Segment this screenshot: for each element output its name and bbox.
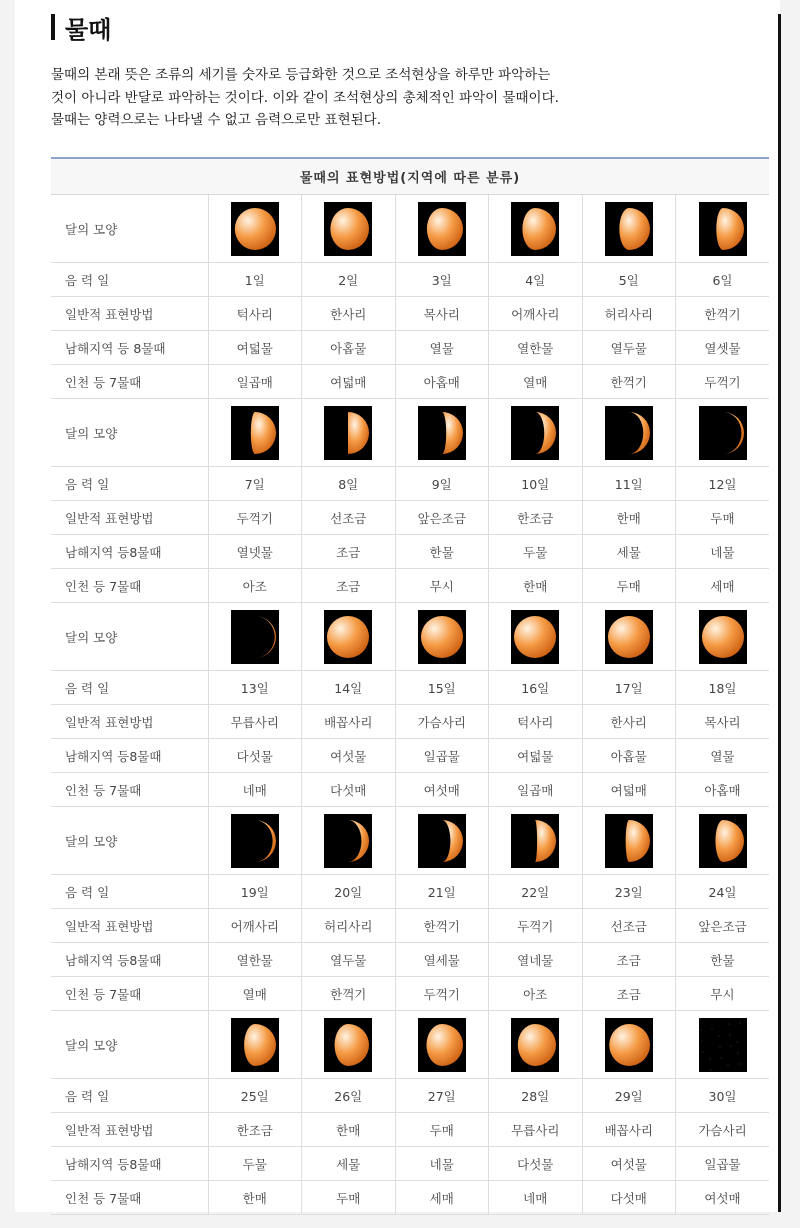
lunar-cell: 16일	[489, 671, 583, 705]
lunar-cell: 13일	[208, 671, 302, 705]
moon-cell	[676, 195, 770, 263]
general-cell: 배꼽사리	[302, 705, 396, 739]
incheon-cell: 일곱매	[208, 365, 302, 399]
lunar-cell: 6일	[676, 263, 770, 297]
incheon-cell: 네매	[208, 773, 302, 807]
incheon-cell: 한매	[489, 569, 583, 603]
south-cell: 네물	[395, 1147, 489, 1181]
moon-row	[51, 399, 769, 467]
moon-cell	[302, 603, 396, 671]
incheon-cell: 두매	[302, 1181, 396, 1215]
full-moon-14-icon	[324, 610, 372, 664]
general-cell: 선조금	[582, 909, 676, 943]
incheon-cell: 아홉매	[395, 365, 489, 399]
moon-cell	[302, 399, 396, 467]
row-label: 인천 등 7물때	[51, 365, 208, 399]
south-cell: 한물	[676, 943, 770, 977]
incheon-cell: 아조	[489, 977, 583, 1011]
quarter-moon-6-icon	[699, 202, 747, 256]
general-cell: 무릅사리	[489, 1113, 583, 1147]
lunar-cell: 9일	[395, 467, 489, 501]
quarter-moon-23-icon	[605, 814, 653, 868]
moon-cell	[489, 807, 583, 875]
moon-cell	[395, 1011, 489, 1079]
general-cell: 두매	[676, 501, 770, 535]
moon-cell	[395, 195, 489, 263]
lunar-cell: 18일	[676, 671, 770, 705]
general-cell: 가슴사리	[395, 705, 489, 739]
lunar-row	[51, 875, 769, 909]
gibbous-moon-9-icon	[418, 406, 466, 460]
general-cell: 두꺽기	[208, 501, 302, 535]
lunar-cell: 29일	[582, 1079, 676, 1113]
general-cell: 한사리	[302, 297, 396, 331]
south-cell: 열네물	[489, 943, 583, 977]
quarter-moon-7-icon	[231, 406, 279, 460]
general-cell: 한사리	[582, 705, 676, 739]
row-label: 남해지역 등8물때	[51, 535, 208, 569]
incheon-row	[51, 773, 769, 807]
south-cell: 한물	[395, 535, 489, 569]
incheon-row	[51, 569, 769, 603]
south-row	[51, 1147, 769, 1181]
lunar-cell: 24일	[676, 875, 770, 909]
south-cell: 열물	[676, 739, 770, 773]
crescent-moon-3-icon	[418, 202, 466, 256]
south-row	[51, 943, 769, 977]
gibbous-moon-21-icon	[418, 814, 466, 868]
row-label: 인천 등 7물때	[51, 569, 208, 603]
incheon-cell: 두꺽기	[676, 365, 770, 399]
south-cell: 다섯물	[489, 1147, 583, 1181]
moon-cell	[208, 195, 302, 263]
incheon-cell: 네매	[489, 1181, 583, 1215]
general-cell: 한꺽기	[676, 297, 770, 331]
south-cell: 다섯물	[208, 739, 302, 773]
general-row	[51, 1113, 769, 1147]
full-moon-13-icon	[231, 610, 279, 664]
row-label: 인천 등 7물때	[51, 977, 208, 1011]
intro-line: 물때의 본래 뜻은 조류의 세기를 숫자로 등급화한 것으로 조석현상을 하루만 파악하는	[51, 67, 551, 83]
general-row	[51, 909, 769, 943]
general-cell: 앞은조금	[395, 501, 489, 535]
moon-cell	[489, 399, 583, 467]
general-cell: 한매	[582, 501, 676, 535]
incheon-cell: 조금	[302, 569, 396, 603]
general-cell: 두매	[395, 1113, 489, 1147]
row-label: 달의 모양	[51, 195, 208, 263]
general-cell: 턱사리	[208, 297, 302, 331]
row-label: 인천 등 7물때	[51, 1181, 208, 1215]
lunar-cell: 26일	[302, 1079, 396, 1113]
south-cell: 두물	[208, 1147, 302, 1181]
lunar-cell: 28일	[489, 1079, 583, 1113]
gibbous-moon-11-icon	[605, 406, 653, 460]
general-cell: 무릅사리	[208, 705, 302, 739]
row-label: 인천 등 7물때	[51, 773, 208, 807]
incheon-cell: 아조	[208, 569, 302, 603]
row-label: 일반적 표현방법	[51, 909, 208, 943]
lunar-cell: 1일	[208, 263, 302, 297]
moon-cell	[208, 603, 302, 671]
south-cell: 열세물	[395, 943, 489, 977]
new-moon-30-icon	[699, 1018, 747, 1072]
incheon-row	[51, 1181, 769, 1215]
lunar-cell: 2일	[302, 263, 396, 297]
lunar-cell: 21일	[395, 875, 489, 909]
south-cell: 열두물	[302, 943, 396, 977]
lunar-cell: 20일	[302, 875, 396, 909]
moon-cell	[208, 807, 302, 875]
incheon-cell: 무시	[676, 977, 770, 1011]
incheon-cell: 여섯매	[395, 773, 489, 807]
crescent-moon-1-icon	[231, 202, 279, 256]
crescent-moon-28-icon	[511, 1018, 559, 1072]
moon-cell	[489, 1011, 583, 1079]
full-moon-15-icon	[418, 610, 466, 664]
row-label: 남해지역 등 8물때	[51, 331, 208, 365]
south-cell: 여덟물	[208, 331, 302, 365]
table-caption: 물때의 표현방법(지역에 따른 분류)	[51, 158, 769, 195]
moon-cell	[676, 807, 770, 875]
south-cell: 여섯물	[582, 1147, 676, 1181]
row-label: 달의 모양	[51, 1011, 208, 1079]
south-cell: 두물	[489, 535, 583, 569]
row-label: 음 력 일	[51, 875, 208, 909]
moon-cell	[208, 399, 302, 467]
moon-cell	[395, 603, 489, 671]
general-row	[51, 501, 769, 535]
moon-row	[51, 1011, 769, 1079]
lunar-cell: 11일	[582, 467, 676, 501]
incheon-row	[51, 365, 769, 399]
lunar-cell: 25일	[208, 1079, 302, 1113]
incheon-cell: 여섯매	[676, 1181, 770, 1215]
general-cell: 선조금	[302, 501, 396, 535]
general-cell: 어깨사리	[208, 909, 302, 943]
south-row	[51, 739, 769, 773]
crescent-moon-26-icon	[324, 1018, 372, 1072]
intro-paragraph	[51, 64, 771, 132]
south-cell: 여덟물	[489, 739, 583, 773]
south-cell: 조금	[582, 943, 676, 977]
crescent-moon-25-icon	[231, 1018, 279, 1072]
half-moon-22-icon	[511, 814, 559, 868]
crescent-moon-2-icon	[324, 202, 372, 256]
moon-cell	[489, 195, 583, 263]
south-cell: 열넷물	[208, 535, 302, 569]
incheon-cell: 열매	[489, 365, 583, 399]
moon-row	[51, 807, 769, 875]
right-border	[778, 14, 781, 1212]
south-cell: 열물	[395, 331, 489, 365]
row-label: 남해지역 등8물때	[51, 739, 208, 773]
south-cell: 일곱물	[676, 1147, 770, 1181]
row-label: 일반적 표현방법	[51, 297, 208, 331]
incheon-cell: 무시	[395, 569, 489, 603]
row-label: 음 력 일	[51, 671, 208, 705]
lunar-row	[51, 1079, 769, 1113]
lunar-cell: 30일	[676, 1079, 770, 1113]
half-moon-8-icon	[324, 406, 372, 460]
full-moon-18-icon	[699, 610, 747, 664]
general-cell: 턱사리	[489, 705, 583, 739]
lunar-cell: 27일	[395, 1079, 489, 1113]
south-row	[51, 535, 769, 569]
incheon-cell: 아홉매	[676, 773, 770, 807]
incheon-cell: 두꺽기	[395, 977, 489, 1011]
lunar-cell: 12일	[676, 467, 770, 501]
moon-cell	[582, 603, 676, 671]
moon-cell	[676, 399, 770, 467]
incheon-cell: 여덟매	[582, 773, 676, 807]
crescent-moon-27-icon	[418, 1018, 466, 1072]
general-cell: 어깨사리	[489, 297, 583, 331]
lunar-row	[51, 263, 769, 297]
south-cell: 열한물	[489, 331, 583, 365]
lunar-cell: 3일	[395, 263, 489, 297]
moon-cell	[582, 1011, 676, 1079]
lunar-cell: 15일	[395, 671, 489, 705]
lunar-row	[51, 467, 769, 501]
row-label: 음 력 일	[51, 1079, 208, 1113]
page-title-text: 물때	[65, 15, 112, 44]
row-label: 음 력 일	[51, 263, 208, 297]
content-panel	[15, 0, 780, 1212]
row-label: 달의 모양	[51, 399, 208, 467]
row-label: 남해지역 등8물때	[51, 1147, 208, 1181]
general-cell: 앞은조금	[676, 909, 770, 943]
south-row	[51, 331, 769, 365]
incheon-cell: 세매	[676, 569, 770, 603]
incheon-cell: 여덟매	[302, 365, 396, 399]
row-label: 일반적 표현방법	[51, 705, 208, 739]
south-cell: 세물	[582, 535, 676, 569]
lunar-cell: 10일	[489, 467, 583, 501]
moon-cell	[582, 399, 676, 467]
gibbous-moon-10-icon	[511, 406, 559, 460]
incheon-cell: 다섯매	[302, 773, 396, 807]
moon-cell	[395, 399, 489, 467]
intro-line: 물때는 양력으로는 나타낼 수 없고 음력으로만 표현된다.	[51, 112, 381, 128]
incheon-cell: 일곱매	[489, 773, 583, 807]
south-cell: 아홉물	[582, 739, 676, 773]
moon-cell	[676, 1011, 770, 1079]
lunar-row	[51, 671, 769, 705]
moon-cell	[395, 807, 489, 875]
moon-row	[51, 603, 769, 671]
lunar-cell: 5일	[582, 263, 676, 297]
full-moon-12-icon	[699, 406, 747, 460]
row-label: 음 력 일	[51, 467, 208, 501]
south-cell: 세물	[302, 1147, 396, 1181]
incheon-cell: 다섯매	[582, 1181, 676, 1215]
south-cell: 여섯물	[302, 739, 396, 773]
moon-cell	[208, 1011, 302, 1079]
general-cell: 목사리	[395, 297, 489, 331]
row-label: 남해지역 등8물때	[51, 943, 208, 977]
lunar-cell: 4일	[489, 263, 583, 297]
moon-cell	[302, 1011, 396, 1079]
incheon-cell: 한매	[208, 1181, 302, 1215]
general-cell: 두꺽기	[489, 909, 583, 943]
row-label: 일반적 표현방법	[51, 501, 208, 535]
incheon-cell: 한꺽기	[302, 977, 396, 1011]
general-cell: 한매	[302, 1113, 396, 1147]
lunar-cell: 14일	[302, 671, 396, 705]
south-cell: 조금	[302, 535, 396, 569]
moon-cell	[582, 195, 676, 263]
quarter-moon-5-icon	[605, 202, 653, 256]
general-cell: 한조금	[489, 501, 583, 535]
full-moon-16-icon	[511, 610, 559, 664]
incheon-cell: 조금	[582, 977, 676, 1011]
row-label: 달의 모양	[51, 807, 208, 875]
south-cell: 네물	[676, 535, 770, 569]
intro-line: 것이 아니라 반달로 파악하는 것이다. 이와 같이 조석현상의 총체적인 파악이 물때이다.	[51, 89, 559, 106]
lunar-cell: 19일	[208, 875, 302, 909]
tide-table	[51, 157, 769, 1215]
incheon-cell: 세매	[395, 1181, 489, 1215]
general-cell: 한꺽기	[395, 909, 489, 943]
moon-cell	[489, 603, 583, 671]
general-cell: 허리사리	[582, 297, 676, 331]
moon-cell	[302, 195, 396, 263]
lunar-cell: 7일	[208, 467, 302, 501]
gibbous-moon-19-icon	[231, 814, 279, 868]
gibbous-moon-20-icon	[324, 814, 372, 868]
lunar-cell: 8일	[302, 467, 396, 501]
south-cell: 열두물	[582, 331, 676, 365]
incheon-cell: 두매	[582, 569, 676, 603]
incheon-row	[51, 977, 769, 1011]
crescent-moon-24-icon	[699, 814, 747, 868]
lunar-cell: 17일	[582, 671, 676, 705]
lunar-cell: 22일	[489, 875, 583, 909]
moon-cell	[302, 807, 396, 875]
general-cell: 가슴사리	[676, 1113, 770, 1147]
title-accent-bar	[51, 14, 55, 40]
moon-cell	[676, 603, 770, 671]
general-row	[51, 297, 769, 331]
general-row	[51, 705, 769, 739]
incheon-cell: 한꺽기	[582, 365, 676, 399]
general-cell: 목사리	[676, 705, 770, 739]
row-label: 일반적 표현방법	[51, 1113, 208, 1147]
crescent-moon-4-icon	[511, 202, 559, 256]
moon-row	[51, 195, 769, 263]
general-cell: 한조금	[208, 1113, 302, 1147]
south-cell: 열셋물	[676, 331, 770, 365]
moon-cell	[582, 807, 676, 875]
incheon-cell: 열매	[208, 977, 302, 1011]
south-cell: 열한물	[208, 943, 302, 977]
general-cell: 허리사리	[302, 909, 396, 943]
crescent-moon-29-icon	[605, 1018, 653, 1072]
general-cell: 배꼽사리	[582, 1113, 676, 1147]
lunar-cell: 23일	[582, 875, 676, 909]
full-moon-17-icon	[605, 610, 653, 664]
south-cell: 일곱물	[395, 739, 489, 773]
row-label: 달의 모양	[51, 603, 208, 671]
south-cell: 아홉물	[302, 331, 396, 365]
page-title	[51, 10, 111, 44]
